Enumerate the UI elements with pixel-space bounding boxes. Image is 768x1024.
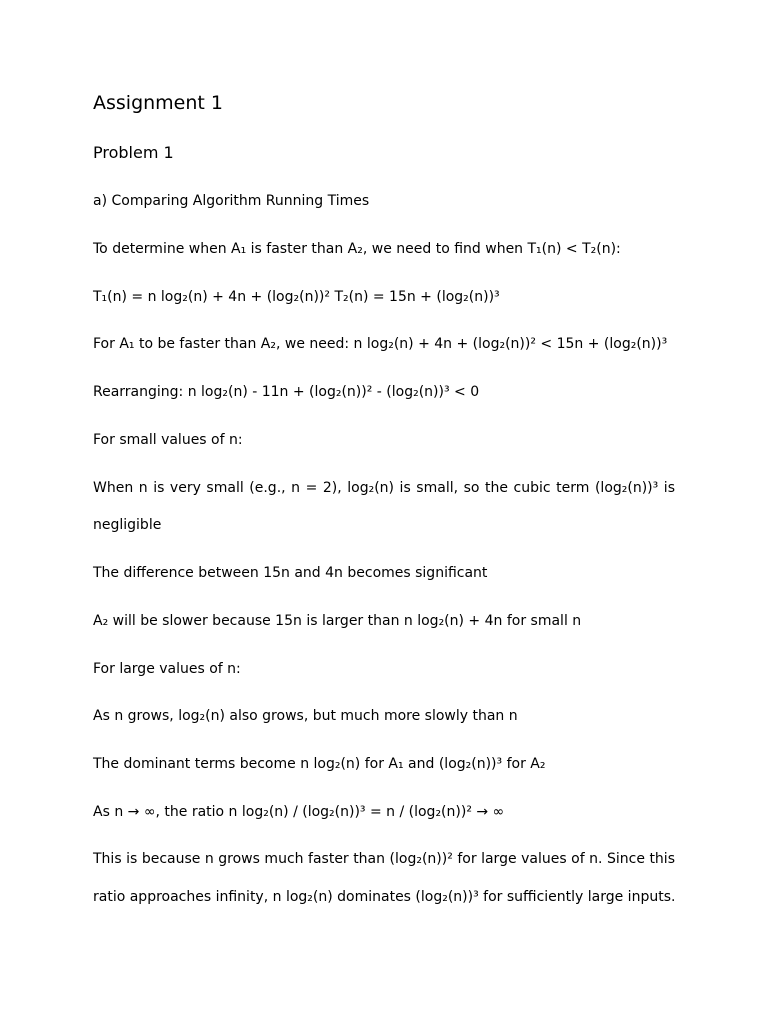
subheading-running-times: a) Comparing Algorithm Running Times: [93, 193, 370, 209]
paragraph-small-n-line-1: When n is very small (e.g., n = 2), log₂(n) is small, so the cubic term (log₂(n))³ is: [93, 480, 675, 496]
paragraph-ratio: As n → ∞, the ratio n log₂(n) / (log₂(n))³ = n / (log₂(n))² → ∞: [93, 804, 505, 820]
paragraph-difference: The difference between 15n and 4n becomes significant: [93, 565, 488, 581]
heading-small-values: For small values of n:: [93, 432, 243, 448]
problem-heading: Problem 1: [93, 143, 174, 162]
document-title: Assignment 1: [93, 92, 223, 114]
paragraph-condition: For A₁ to be faster than A₂, we need: n log₂(n) + 4n + (log₂(n))² < 15n + (log₂(n))³: [93, 336, 668, 352]
paragraph-definitions: T₁(n) = n log₂(n) + 4n + (log₂(n))² T₂(n) = 15n + (log₂(n))³: [93, 289, 500, 305]
paragraph-intro: To determine when A₁ is faster than A₂, we need to find when T₁(n) < T₂(n):: [93, 241, 621, 257]
paragraph-n-grows: As n grows, log₂(n) also grows, but much more slowly than n: [93, 708, 518, 724]
paragraph-a2-slower: A₂ will be slower because 15n is larger than n log₂(n) + 4n for small n: [93, 613, 582, 629]
paragraph-conclusion-line-1: This is because n grows much faster than (log₂(n))² for large values of n. Since this: [93, 851, 675, 867]
paragraph-small-n-line-2: negligible: [93, 517, 162, 533]
paragraph-dominant-terms: The dominant terms become n log₂(n) for A₁ and (log₂(n))³ for A₂: [93, 756, 546, 772]
paragraph-conclusion-line-2: ratio approaches infinity, n log₂(n) dominates (log₂(n))³ for sufficiently large inputs.: [93, 889, 676, 905]
paragraph-rearranging: Rearranging: n log₂(n) - 11n + (log₂(n))² - (log₂(n))³ < 0: [93, 384, 480, 400]
heading-large-values: For large values of n:: [93, 661, 241, 677]
